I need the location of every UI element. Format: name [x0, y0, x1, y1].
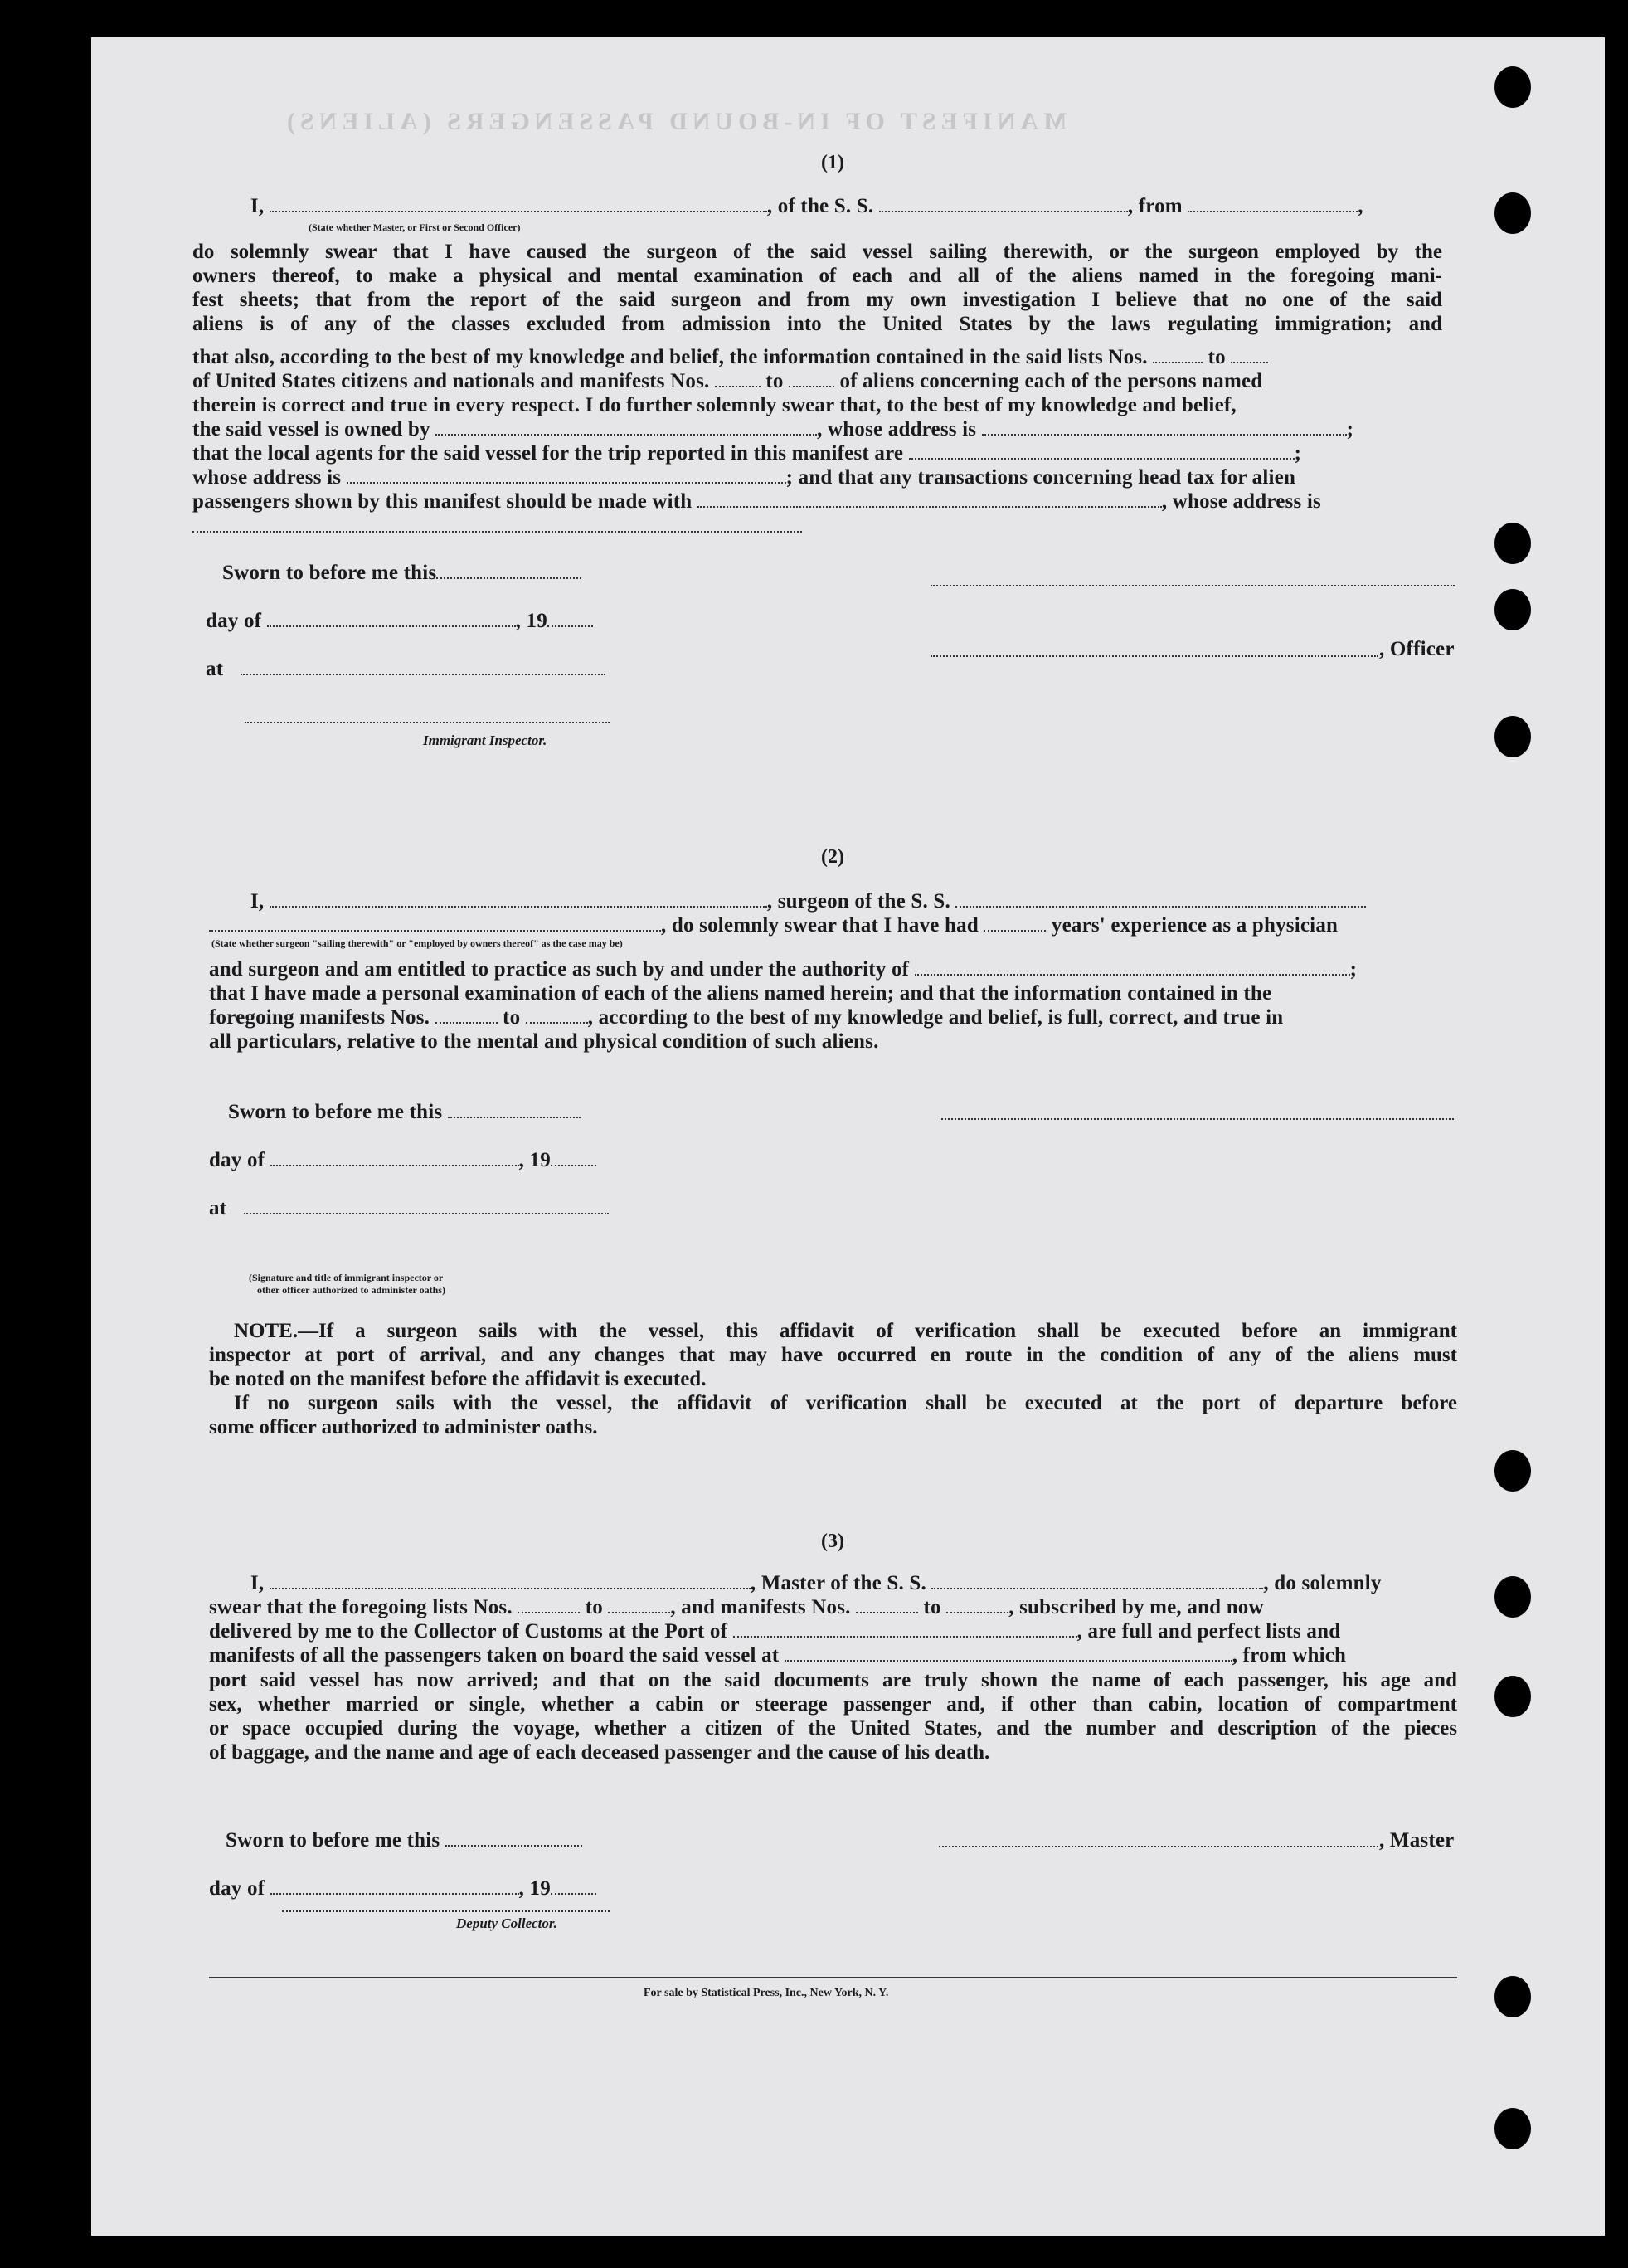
s2-sworn-line — [228, 1101, 581, 1124]
s1-officer-signature-line-1[interactable] — [931, 585, 1455, 586]
s1-i: I, — [250, 195, 265, 217]
s2-line-6: all particulars, relative to the mental and physical condition of such aliens. — [209, 1030, 879, 1053]
note-line-2: be noted on the manifest before the affidavit is executed. — [209, 1368, 707, 1390]
s2-day-line — [209, 1149, 596, 1172]
s3-manifests-text: , and manifests Nos. — [670, 1596, 851, 1618]
s3-day-line — [209, 1877, 596, 1901]
section-2-number: (2) — [821, 846, 844, 868]
s3-manifests-to-field[interactable] — [946, 1597, 1008, 1613]
section-3-number: (3) — [821, 1531, 844, 1552]
s1-sworn-line — [222, 562, 581, 585]
note-line-1: inspector at port of arrival, and any changes that may have occurred en route in the condition of any of the aliens must — [209, 1344, 1457, 1366]
s3-line-2 — [209, 1596, 1264, 1619]
s2-at: at — [209, 1197, 227, 1219]
s1-at: at — [206, 658, 224, 680]
punch-hole — [1494, 589, 1531, 630]
s1-whose-text: whose address is — [192, 466, 342, 489]
s3-sworn-line — [226, 1829, 582, 1852]
s3-line-4 — [209, 1644, 1346, 1667]
s2-sig-caption-1: (Signature and title of immigrant inspector or — [249, 1272, 444, 1283]
s1-from: , from — [1127, 195, 1183, 217]
s2-to: to — [503, 1006, 521, 1029]
s2-year-field[interactable] — [551, 1150, 596, 1166]
s3-manifests-from-field[interactable] — [856, 1597, 918, 1613]
s3-sworn-text: Sworn to before me this — [226, 1829, 440, 1852]
s3-to-2: to — [923, 1596, 941, 1618]
s2-day-of: day of — [209, 1149, 265, 1171]
s2-nineteen: , 19 — [518, 1149, 551, 1171]
bleed-through-heading: MANIFEST OF IN-BOUND PASSENGERS (ALIENS) — [282, 108, 1067, 135]
section-1-number: (1) — [821, 152, 844, 173]
s1-body-line-3: aliens is of any of the classes excluded from admission into the United States by the laws regulating immigration; and — [192, 313, 1442, 335]
s1-comma: , — [1358, 195, 1363, 217]
s1-passengers-address-label: , whose address is — [1161, 490, 1321, 513]
punch-hole — [1494, 716, 1531, 757]
s3-deputy-signature-line[interactable] — [282, 1910, 610, 1912]
form-page — [91, 37, 1605, 2236]
s1-day-field[interactable] — [267, 611, 516, 627]
s1-day-of: day of — [206, 610, 262, 632]
s2-surgeon-signature-line[interactable] — [941, 1118, 1454, 1120]
s2-manifests-to-field[interactable] — [526, 1007, 588, 1024]
s3-body-line-1: sex, whether married or single, whether a cabin or steerage passenger and, if other than cabin, location of compartment — [209, 1693, 1457, 1716]
s3-vessel-field[interactable] — [931, 1573, 1263, 1589]
s1-head-tax-text: ; and that any transactions concerning head tax for alien — [785, 466, 1296, 489]
s3-day-field[interactable] — [270, 1878, 519, 1895]
s2-according-text: , according to the best of my knowledge and belief, is full, correct, and true in — [587, 1006, 1284, 1029]
s1-semicolon: ; — [1346, 418, 1354, 440]
s1-body — [192, 240, 1442, 336]
s2-sworn-text: Sworn to before me this — [228, 1101, 443, 1123]
s2-at-field[interactable] — [244, 1198, 609, 1214]
s2-line-2 — [209, 914, 1338, 937]
s3-do-solemnly: , do solemnly — [1263, 1572, 1382, 1594]
s1-owner-field[interactable] — [435, 419, 817, 436]
s2-line-3 — [209, 958, 1357, 981]
s2-sig-caption-2: other officer authorized to administer oaths) — [257, 1284, 445, 1296]
s1-day-line — [206, 610, 593, 633]
note-block — [209, 1319, 1457, 1439]
note-line-0 — [209, 1319, 1457, 1343]
note-line-4: some officer authorized to administer oaths. — [209, 1416, 598, 1438]
s2-surgeon-of-ss: , surgeon of the S. S. — [766, 890, 950, 913]
punch-hole — [1494, 1450, 1531, 1492]
s1-agents-field[interactable] — [909, 443, 1295, 460]
s1-vessel-field[interactable] — [879, 196, 1128, 212]
s1-agents-address-field[interactable] — [347, 467, 786, 484]
s1-inspector-caption: Immigrant Inspector. — [423, 732, 547, 748]
s3-lists-from-field[interactable] — [518, 1597, 580, 1613]
note-label: NOTE. — [234, 1320, 299, 1342]
s1-citizens-rest: of aliens concerning each of the persons named — [839, 370, 1263, 392]
s2-i: I, — [250, 890, 265, 913]
s3-day-of: day of — [209, 1877, 265, 1900]
s1-passengers-line — [192, 490, 1321, 513]
s2-years-field[interactable] — [984, 915, 1046, 932]
s2-day-field[interactable] — [270, 1150, 519, 1166]
s1-at-field[interactable] — [241, 659, 605, 675]
s3-lists-text: swear that the foregoing lists Nos. — [209, 1596, 513, 1618]
s3-collector-text: delivered by me to the Collector of Customs at the Port of — [209, 1620, 728, 1643]
s1-lists-text: that also, according to the best of my knowledge and belief, the information contained in the said lists Nos. — [192, 346, 1148, 368]
s3-master-name-field[interactable] — [270, 1573, 751, 1589]
s3-master-of-ss: , Master of the S. S. — [750, 1572, 926, 1594]
printer-imprint: For sale by Statistical Press, Inc., New York, N. Y. — [644, 1987, 889, 1999]
s1-body-line-2: fest sheets; that from the report of the said surgeon and from my own investigation I believe that no one of the said — [192, 289, 1442, 311]
s3-master-signature-line[interactable] — [939, 1846, 1378, 1847]
punch-hole — [1494, 1676, 1531, 1717]
s1-owned-line — [192, 418, 1353, 441]
s3-body-line-0: port said vessel has now arrived; and that on the said documents are truly shown the name of each passenger, his age and — [209, 1669, 1457, 1691]
s1-lists-line — [192, 346, 1268, 369]
punch-hole — [1494, 1576, 1531, 1618]
punch-hole — [1494, 192, 1531, 234]
s1-whose-line — [192, 466, 1295, 489]
s1-officer-signature-line-2[interactable] — [931, 655, 1378, 657]
s3-master-label: , Master — [1379, 1829, 1455, 1852]
punch-hole — [1494, 1976, 1531, 2017]
punch-hole — [1494, 523, 1531, 564]
s1-citizens-line — [192, 370, 1262, 393]
s3-from-which: , from which — [1232, 1644, 1347, 1667]
note-line-0-text: —If a surgeon sails with the vessel, this affidavit of verification shall be executed before an immigrant — [298, 1320, 1457, 1342]
s3-i: I, — [250, 1572, 265, 1594]
s2-surgeon-caption: (State whether surgeon "sailing therewith" or "employed by owners thereof" as the case may be) — [211, 937, 623, 949]
s1-nineteen: , 19 — [515, 610, 547, 632]
s2-solemnly-text: , do solemnly swear that I have had — [661, 914, 979, 937]
s1-agents-text: that the local agents for the said vessel for the trip reported in this manifest are — [192, 442, 904, 465]
s1-lists-from-field[interactable] — [1153, 347, 1203, 363]
s1-inspector-signature-line[interactable] — [245, 722, 610, 723]
s1-sworn-text: Sworn to before me this — [222, 562, 437, 584]
s1-at-line — [206, 658, 605, 681]
s1-therein-line: therein is correct and true in every respect. I do further solemnly swear that, to the best of my knowledge and belief, — [192, 394, 1237, 416]
s2-authority-field[interactable] — [915, 959, 1350, 976]
s2-authority-text: and surgeon and am entitled to practice as such by and under the authority of — [209, 958, 910, 981]
s2-at-line — [209, 1197, 609, 1220]
s2-semicolon: ; — [1349, 958, 1358, 981]
s1-semicolon-2: ; — [1294, 442, 1302, 465]
s1-body-line-1: owners thereof, to make a physical and mental examination of each and all of the aliens named in the foregoing mani- — [192, 265, 1442, 287]
s1-year-field[interactable] — [547, 611, 593, 627]
s1-from-field[interactable] — [1188, 196, 1358, 212]
s1-officer-caption: (State whether Master, or First or Second Officer) — [309, 221, 521, 233]
s1-citizens-text: of United States citizens and nationals and manifests Nos. — [192, 370, 710, 392]
punch-hole — [1494, 2108, 1531, 2149]
footer-rule — [209, 1977, 1457, 1978]
s1-agents-line — [192, 442, 1301, 465]
note-line-3: If no surgeon sails with the vessel, the affidavit of verification shall be executed at the port of departure before — [234, 1392, 1457, 1414]
s3-line-1 — [250, 1572, 1382, 1595]
s2-manifests-from-field[interactable] — [435, 1007, 498, 1024]
s1-manifests-from-field[interactable] — [715, 371, 761, 387]
s1-citizens-to: to — [765, 370, 784, 392]
s3-to-1: to — [585, 1596, 603, 1618]
s2-line-5 — [209, 1006, 1283, 1029]
s1-owned-text: the said vessel is owned by — [192, 418, 430, 440]
s1-lists-to: to — [1208, 346, 1226, 368]
s3-deputy-caption: Deputy Collector. — [456, 1915, 557, 1931]
s1-owner-address-label: , whose address is — [817, 418, 977, 440]
s1-body-line-0: do solemnly swear that I have caused the surgeon of the said vessel sailing therewith, or the surgeon employed by the — [192, 241, 1442, 263]
s1-master-name-field[interactable] — [270, 196, 767, 212]
s2-surgeon-name-field[interactable] — [270, 891, 767, 908]
s1-passengers-text: passengers shown by this manifest should be made with — [192, 490, 693, 513]
s3-line-3 — [209, 1620, 1340, 1643]
s2-years-text: years' experience as a physician — [1051, 914, 1339, 937]
s3-body-line-2: or space occupied during the voyage, whether a citizen of the United States, and the number and description of the pieces — [209, 1717, 1457, 1740]
s1-of-ss: , of the S. S. — [766, 195, 874, 217]
s3-subscribed-text: , subscribed by me, and now — [1008, 1596, 1264, 1618]
s2-manifests-text: foregoing manifests Nos. — [209, 1006, 430, 1029]
s3-sworn-field[interactable] — [445, 1830, 582, 1847]
s1-officer-label: , Officer — [1379, 638, 1455, 660]
s1-line-1 — [250, 195, 1363, 218]
s2-status-field[interactable] — [209, 915, 661, 932]
s2-line-4: that I have made a personal examination of each of the aliens named herein; and that the information contained in the — [209, 982, 1272, 1005]
s1-head-tax-party-field[interactable] — [697, 491, 1162, 508]
s3-body-line-3: of baggage, and the name and age of each deceased passenger and the cause of his death. — [209, 1741, 990, 1764]
s3-embarkation-port-field[interactable] — [785, 1645, 1232, 1662]
s2-sworn-field[interactable] — [448, 1102, 581, 1118]
s3-body — [209, 1668, 1457, 1764]
s1-address-continuation[interactable] — [192, 515, 802, 538]
s1-sworn-field[interactable] — [436, 562, 581, 579]
s3-year-field[interactable] — [551, 1878, 596, 1895]
s3-taken-on-board-text: manifests of all the passengers taken on board the said vessel at — [209, 1644, 780, 1667]
s1-lists-to-field[interactable] — [1231, 347, 1268, 363]
s3-port-field[interactable] — [733, 1621, 1077, 1638]
s3-lists-to-field[interactable] — [608, 1597, 670, 1613]
s1-owner-address-field[interactable] — [982, 419, 1347, 436]
s3-nineteen: , 19 — [518, 1877, 551, 1900]
s2-vessel-field[interactable] — [955, 891, 1366, 908]
s1-manifests-to-field[interactable] — [789, 371, 834, 387]
s3-full-perfect-text: , are full and perfect lists and — [1076, 1620, 1341, 1643]
punch-hole — [1494, 66, 1531, 108]
s2-line-1 — [250, 890, 1366, 913]
